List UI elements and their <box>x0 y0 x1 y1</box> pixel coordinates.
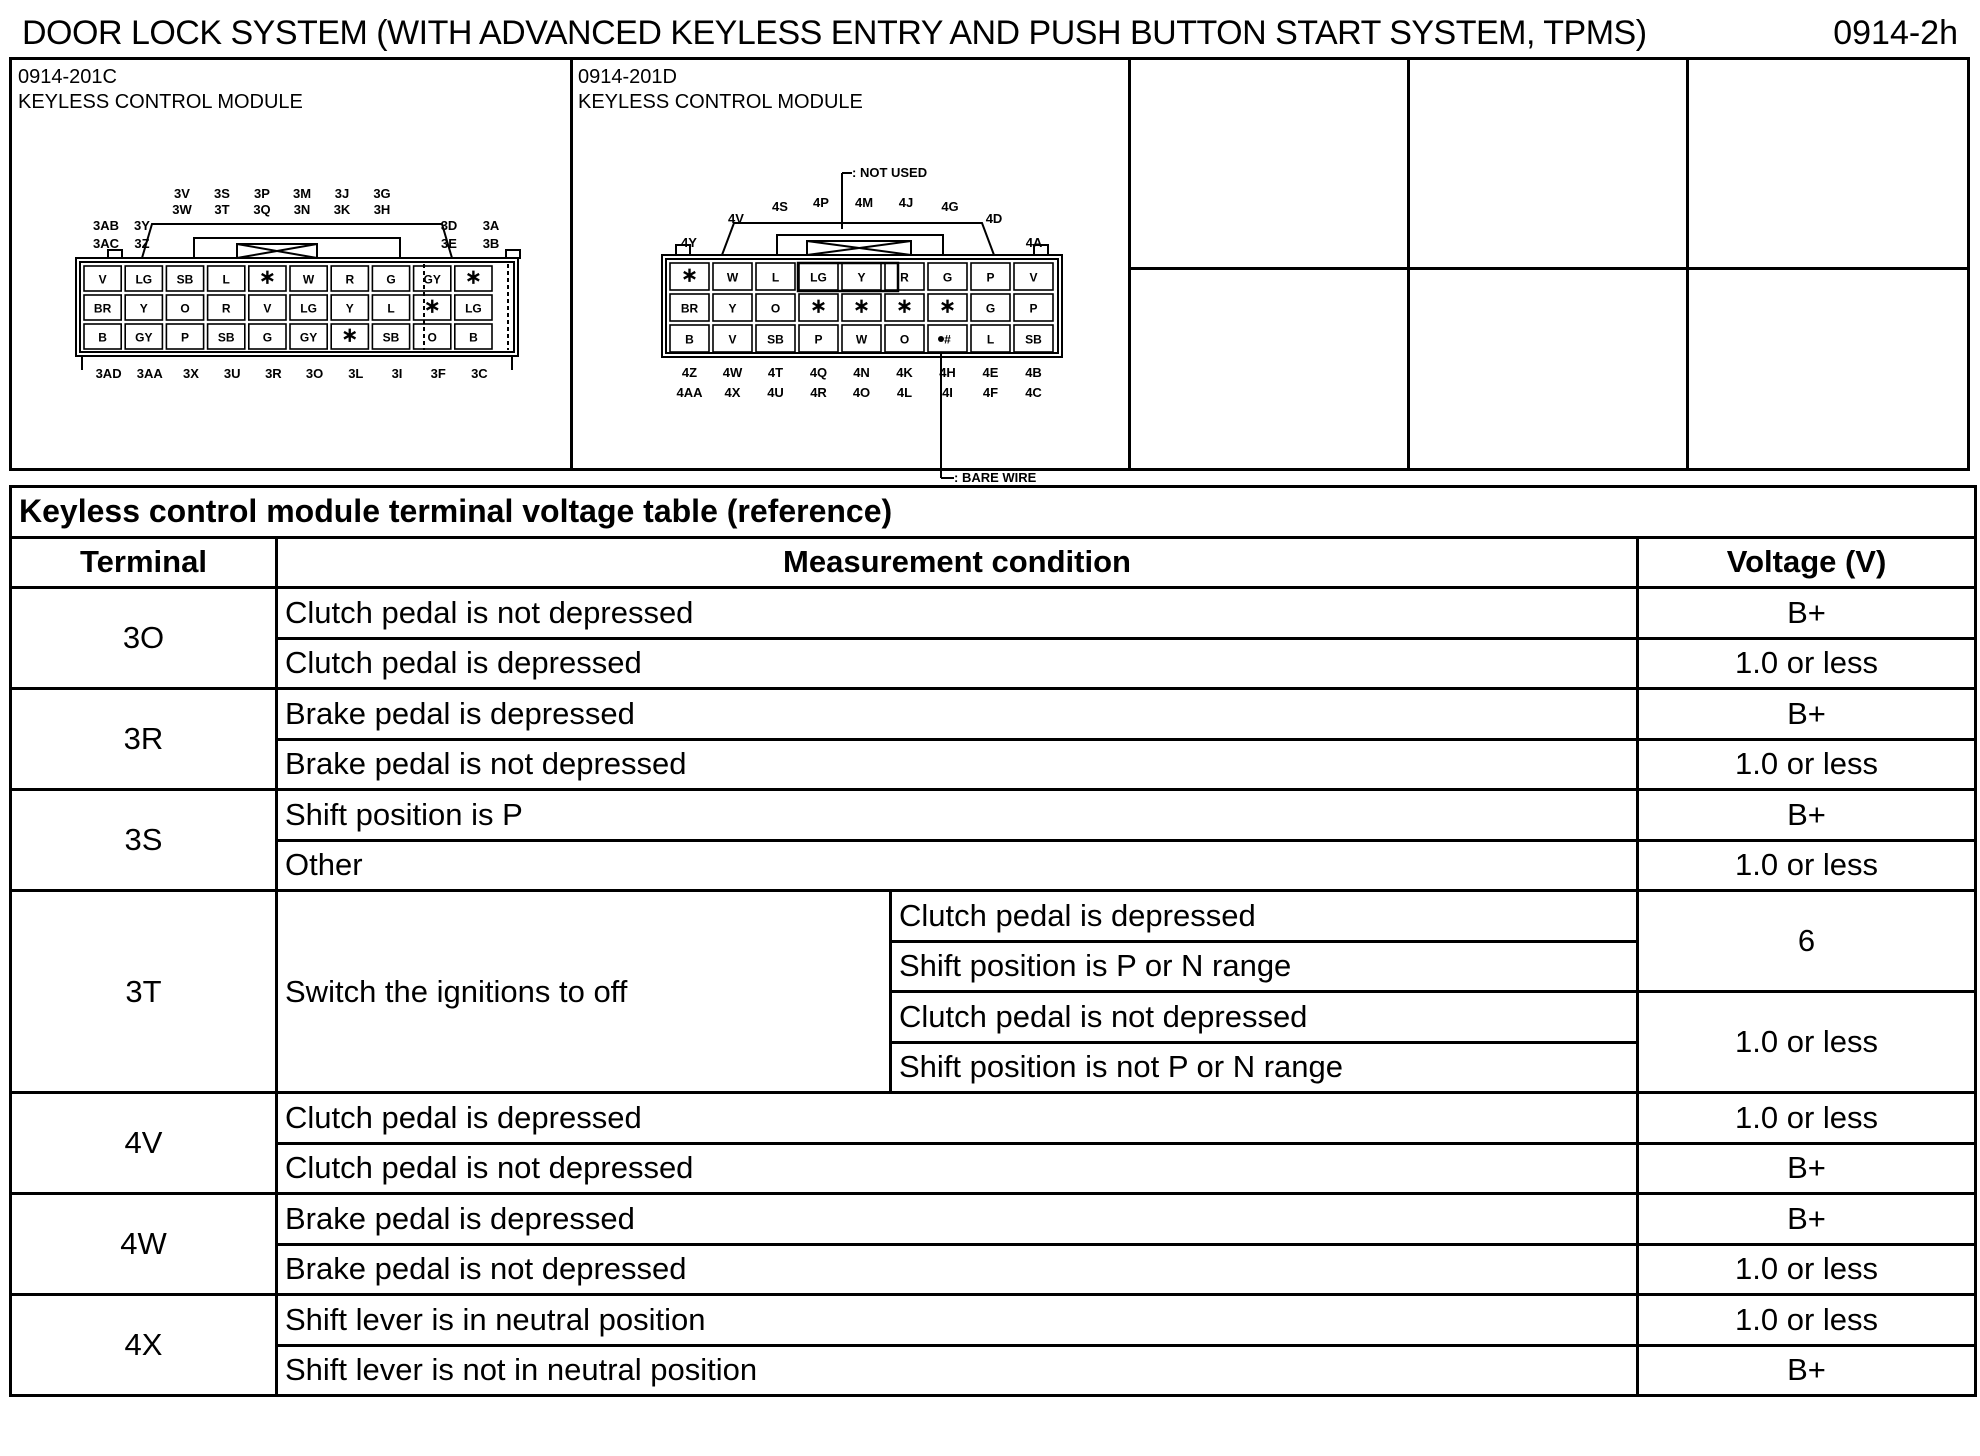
wire-color-label: R <box>345 272 355 287</box>
wire-color-label: Y <box>728 301 737 316</box>
connector-201c-name: KEYLESS CONTROL MODULE <box>18 91 303 113</box>
wire-color-label: ∗ <box>423 295 441 318</box>
table-row <box>11 739 1976 790</box>
terminal-cell: 4W <box>11 1194 277 1295</box>
terminal-label: 4O <box>852 385 871 400</box>
wire-color-label: G <box>386 272 396 287</box>
condition-sub-cell: Clutch pedal is not depressed <box>891 992 1638 1043</box>
condition-sub-cell: Shift position is not P or N range <box>891 1042 1638 1093</box>
wire-color-label: SB <box>382 330 400 345</box>
terminal-label: 3T <box>214 202 230 217</box>
bare-wire-legend: : BARE WIRE <box>954 470 1037 485</box>
header-terminal: Terminal <box>11 537 277 588</box>
terminal-label: 3I <box>391 366 403 381</box>
terminal-label: 4G <box>941 199 959 214</box>
terminal-label: 3K <box>333 202 351 217</box>
wire-color-label: O <box>770 301 781 316</box>
terminal-label: 4B <box>1025 365 1042 380</box>
terminal-label: 4S <box>772 199 788 214</box>
terminal-cell: 4V <box>11 1093 277 1194</box>
condition-cell: Brake pedal is not depressed <box>277 1244 1638 1295</box>
wire-color-label: ∗ <box>681 264 698 287</box>
wire-color-label: L <box>222 272 230 287</box>
wire-color-label: ∗ <box>853 295 870 318</box>
terminal-label: 3C <box>471 366 488 381</box>
wire-color-label: Y <box>857 270 866 285</box>
terminal-label: 3L <box>348 366 364 381</box>
wire-color-label: L <box>387 301 395 316</box>
terminal-label: 4M <box>854 195 874 210</box>
wire-color-label: Y <box>139 301 148 316</box>
wire-color-label: W <box>855 332 868 347</box>
voltage-cell: B+ <box>1638 1194 1976 1245</box>
wire-color-label: ∗ <box>465 266 482 289</box>
wire-color-label: SB <box>767 332 784 347</box>
condition-cell: Shift lever is in neutral position <box>277 1295 1638 1346</box>
wire-color-label: P <box>180 330 190 345</box>
table-row <box>11 588 1976 639</box>
voltage-cell: B+ <box>1638 1143 1976 1194</box>
terminal-label: 4C <box>1025 385 1042 400</box>
terminal-label: 3B <box>482 236 500 251</box>
wire-color-label: V <box>1029 270 1038 285</box>
terminal-label: 4L <box>896 385 913 400</box>
wire-color-label: SB <box>1025 332 1042 347</box>
wire-color-label: # <box>944 332 951 347</box>
terminal-label: 4X <box>724 385 741 400</box>
terminal-label: 4W <box>722 365 743 380</box>
wire-color-label: P <box>986 270 995 285</box>
connector-201d-name: KEYLESS CONTROL MODULE <box>578 91 863 113</box>
page-code: 0914-2h <box>1833 14 1958 52</box>
condition-main-cell: Switch the ignitions to off <box>277 891 891 1093</box>
voltage-cell: B+ <box>1638 790 1976 841</box>
condition-cell: Clutch pedal is not depressed <box>277 1143 1638 1194</box>
voltage-cell: 1.0 or less <box>1638 840 1976 891</box>
wire-color-label: W <box>726 270 739 285</box>
connector-201c-label <box>18 65 303 115</box>
table-row <box>11 1143 1976 1194</box>
terminal-label: 4V <box>728 211 744 226</box>
wire-color-label: LG <box>810 270 827 285</box>
wire-color-label: ∗ <box>259 266 276 289</box>
terminal-label: 3S <box>214 186 230 201</box>
condition-cell: Shift lever is not in neutral position <box>277 1345 1638 1396</box>
table-row <box>11 1093 1976 1144</box>
connector-panel <box>9 57 1970 485</box>
terminal-label: 3AA <box>136 366 163 381</box>
connector-201d-label <box>578 65 863 115</box>
terminal-label: 4P <box>813 195 829 210</box>
condition-cell: Clutch pedal is depressed <box>277 1093 1638 1144</box>
terminal-label: 3A <box>482 218 500 233</box>
terminal-label: 3M <box>292 186 312 201</box>
wire-color-label: SB <box>217 330 235 345</box>
wire-color-label: B <box>469 330 478 345</box>
terminal-label: 4T <box>767 365 784 380</box>
wire-color-label: O <box>899 332 910 347</box>
terminal-label: 3E <box>441 236 457 251</box>
voltage-cell: 1.0 or less <box>1638 638 1976 689</box>
connector-201c-diagram <box>62 180 542 450</box>
voltage-cell: B+ <box>1638 588 1976 639</box>
connector-201c-id: 0914-201C <box>18 66 117 88</box>
terminal-label: 3W <box>172 202 192 217</box>
voltage-cell: 1.0 or less <box>1638 1093 1976 1144</box>
header-voltage: Voltage (V) <box>1638 537 1976 588</box>
wire-color-label: R <box>221 301 231 316</box>
wire-color-label: V <box>98 272 107 287</box>
terminal-label: 4Y <box>681 235 697 250</box>
wire-color-label: P <box>814 332 823 347</box>
page-title: DOOR LOCK SYSTEM (WITH ADVANCED KEYLESS ENTRY AND PUSH BUTTON START SYSTEM, TPMS) <box>22 14 1647 52</box>
condition-sub-cell: Clutch pedal is depressed <box>891 891 1638 942</box>
terminal-label: 4H <box>939 365 956 380</box>
wire-color-label: BR <box>93 301 112 316</box>
wire-color-label: G <box>942 270 953 285</box>
terminal-cell: 3R <box>11 689 277 790</box>
terminal-cell: 4X <box>11 1295 277 1396</box>
condition-cell: Other <box>277 840 1638 891</box>
voltage-table <box>9 485 1977 1397</box>
terminal-cell: 3T <box>11 891 277 1093</box>
terminal-label: 4I <box>942 385 953 400</box>
terminal-label: 3J <box>334 186 350 201</box>
voltage-cell: 1.0 or less <box>1638 992 1976 1093</box>
table-row <box>11 891 1976 942</box>
connector-201d-id: 0914-201D <box>578 66 677 88</box>
condition-cell: Brake pedal is not depressed <box>277 739 1638 790</box>
terminal-label: 4R <box>810 385 827 400</box>
voltage-cell: B+ <box>1638 1345 1976 1396</box>
wire-color-label: B <box>685 332 694 347</box>
wire-color-label: B <box>98 330 107 345</box>
wire-color-label: R <box>900 270 909 285</box>
condition-cell: Shift position is P <box>277 790 1638 841</box>
wire-color-label: G <box>262 330 273 345</box>
wire-color-label: ∗ <box>939 295 956 318</box>
wire-color-label: O <box>427 330 437 345</box>
terminal-label: 4AA <box>676 385 703 400</box>
wire-color-label: W <box>302 272 315 287</box>
terminal-cell: 3O <box>11 588 277 689</box>
wire-color-label: SB <box>176 272 194 287</box>
wire-color-label: L <box>986 332 995 347</box>
voltage-cell: 1.0 or less <box>1638 739 1976 790</box>
terminal-label: 3X <box>183 366 199 381</box>
table-row <box>11 1194 1976 1245</box>
terminal-label: 4K <box>896 365 913 380</box>
terminal-label: 3V <box>174 186 190 201</box>
terminal-label: 4J <box>898 195 914 210</box>
wire-color-label: ∗ <box>810 295 827 318</box>
header-condition: Measurement condition <box>277 537 1638 588</box>
wire-color-label: GY <box>135 330 153 345</box>
wire-color-label: V <box>728 332 737 347</box>
wire-color-label: ∗ <box>896 295 913 318</box>
table-row <box>11 1244 1976 1295</box>
table-row <box>11 638 1976 689</box>
wire-color-label: GY <box>299 330 318 345</box>
condition-cell: Clutch pedal is depressed <box>277 638 1638 689</box>
terminal-label: 3H <box>373 202 391 217</box>
wire-color-label: LG <box>300 301 317 316</box>
condition-cell: Brake pedal is depressed <box>277 689 1638 740</box>
terminal-label: 3AC <box>92 236 120 251</box>
terminal-label: 3G <box>373 186 391 201</box>
terminal-label: 3Y <box>134 218 150 233</box>
table-caption: Keyless control module terminal voltage table (reference) <box>11 487 1976 538</box>
wire-color-label: O <box>180 301 190 316</box>
terminal-label: 4Q <box>809 365 828 380</box>
connector-201d-diagram <box>612 155 1112 485</box>
wire-color-label: BR <box>680 301 699 316</box>
voltage-cell: 1.0 or less <box>1638 1295 1976 1346</box>
voltage-cell: 1.0 or less <box>1638 1244 1976 1295</box>
table-row <box>11 1295 1976 1346</box>
table-row <box>11 840 1976 891</box>
condition-cell: Brake pedal is depressed <box>277 1194 1638 1245</box>
condition-sub-cell: Shift position is P or N range <box>891 941 1638 992</box>
wire-color-label: LG <box>465 301 482 316</box>
terminal-label: 3P <box>254 186 270 201</box>
wire-color-label: P <box>1029 301 1038 316</box>
terminal-label: 3Q <box>253 202 271 217</box>
voltage-cell: 6 <box>1638 891 1976 992</box>
terminal-label: 3D <box>440 218 458 233</box>
terminal-cell: 3S <box>11 790 277 891</box>
terminal-label: 3N <box>293 202 311 217</box>
wire-color-label: G <box>985 301 996 316</box>
terminal-label: 3AB <box>92 218 120 233</box>
terminal-label: 4E <box>982 365 999 380</box>
table-row <box>11 1345 1976 1396</box>
table-row <box>11 790 1976 841</box>
wire-color-label: L <box>771 270 780 285</box>
terminal-label: 3AD <box>95 366 122 381</box>
condition-cell: Clutch pedal is not depressed <box>277 588 1638 639</box>
terminal-label: 4F <box>982 385 999 400</box>
not-used-legend: : NOT USED <box>852 165 928 180</box>
terminal-label: 3R <box>265 366 282 381</box>
terminal-label: 3U <box>223 366 241 381</box>
terminal-label: 4A <box>1025 235 1043 250</box>
terminal-label: 4U <box>767 385 784 400</box>
wire-color-label: Y <box>345 301 354 316</box>
terminal-label: 3O <box>305 366 324 381</box>
terminal-label: 4D <box>985 211 1003 226</box>
wire-color-label: ∗ <box>341 324 359 347</box>
wire-color-label: LG <box>135 272 153 287</box>
terminal-label: 4N <box>853 365 870 380</box>
voltage-cell: B+ <box>1638 689 1976 740</box>
terminal-label: 4Z <box>681 365 698 380</box>
wire-color-label: V <box>263 301 272 316</box>
table-row <box>11 689 1976 740</box>
terminal-label: 3Z <box>134 236 150 251</box>
wire-color-label: GY <box>423 272 441 287</box>
terminal-label: 3F <box>430 366 446 381</box>
